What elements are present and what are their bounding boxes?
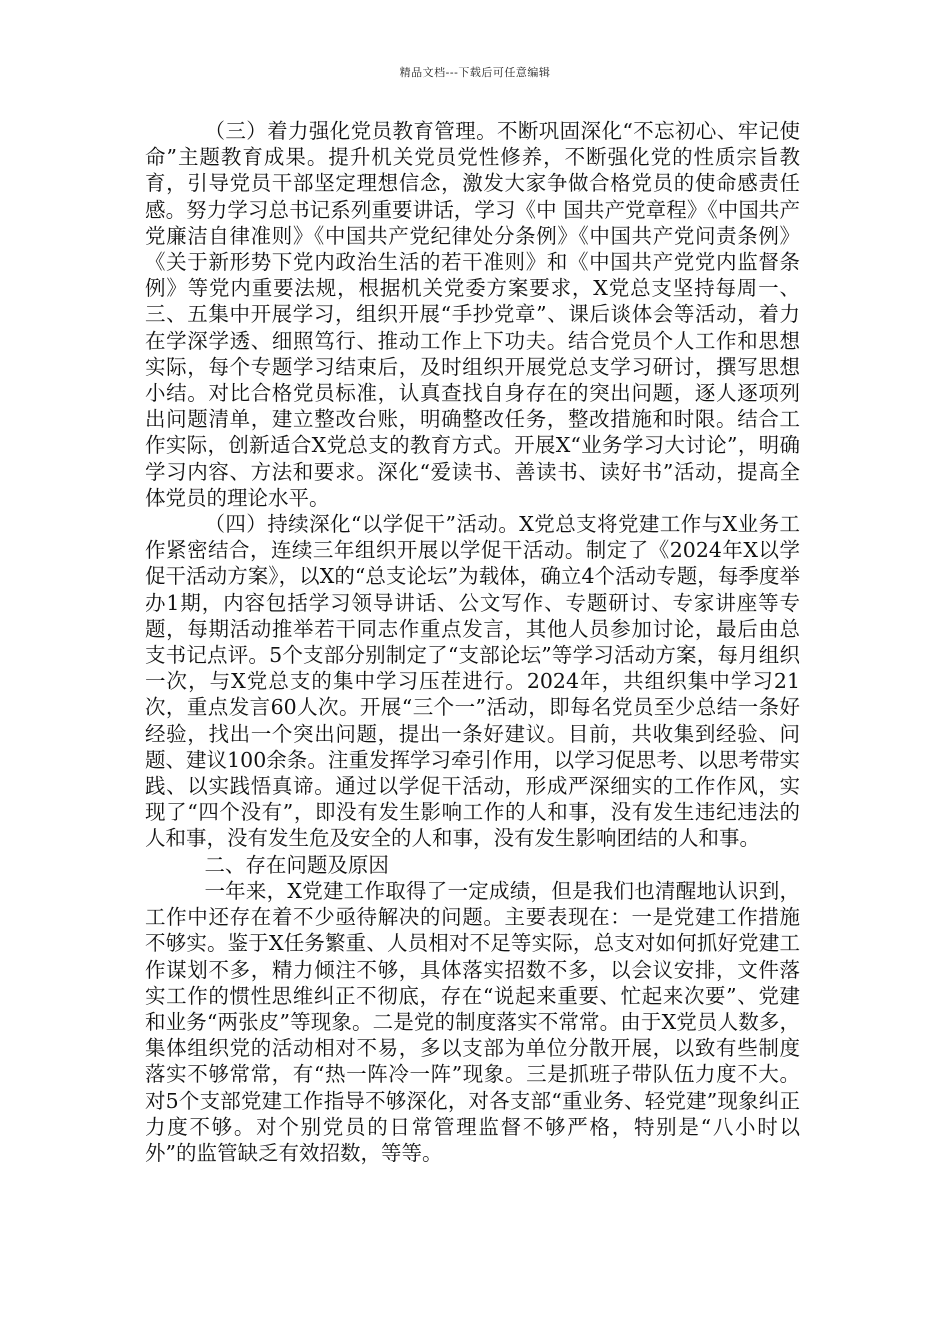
document-body xyxy=(145,118,800,1166)
section-heading-problems: 二、存在问题及原因 xyxy=(204,852,389,877)
page-header: 精品文档---下载后可任意编辑 xyxy=(399,66,551,79)
paragraph-problems: 一年来，X党建工作取得了一定成绩，但是我们也清醒地认识到，工作中还存在着不少亟待解决的问题。主要表现在：一是党建工作措施不够实。鉴于X任务繁重、人员相对不足等实际，总支对如何抓好党建工作谋划不多，精力倾注不够，具体落实招数不多，以会议安排，文件落实工作的惯性思维纠正不彻底，存在“说起来重要、忙起来次要”、党建和业务“两张皮”等现象。二是党的制度落实不常常。由于X党员人数多，集体组织党的活动相对不易，多以支部为单位分散开展，以致有些制度落实不够常常，有“热一阵冷一阵”现象。三是抓班子带队伍力度不大。对5个支部党建工作指导不够深化，对各支部“重业务、轻党建”现象纠正力度不够。对个别党员的日常管理监督不够严格，特别是“八小时以外”的监管缺乏有效招数，等等。 xyxy=(145,878,800,1165)
paragraph-education-management: （三）着力强化党员教育管理。不断巩固深化“不忘初心、牢记使命”主题教育成果。提升机关党员党性修养，不断强化党的性质宗旨教育，引导党员干部坚定理想信念，激发大家争做合格党员的使命感责任感。努力学习总书记系列重要讲话，学习《中 国共产党章程》《中国共产党廉洁自律准则》《中国共产党纪律处分条例》《中国共产党问责条例》《关于新形势下党内政治生活的若干准则》和《中国共产党党内监督条例》等党内重要法规，根据机关党委方案要求，X党总支坚持每周一、三、五集中开展学习，组织开展“手抄党章”、课后谈体会等活动，着力在学深学透、细照笃行、推动工作上下功夫。结合党员个人工作和思想实际，每个专题学习结束后，及时组织开展党总支学习研讨，撰写思想小结。对比合格党员标准，认真查找自身存在的突出问题，逐人逐项列出问题清单，建立整改台账，明确整改任务，整改措施和时限。结合工作实际，创新适合X党总支的教育方式。开展X“业务学习大讨论”，明确学习内容、方法和要求。深化“爱读书、善读书、读好书”活动，提高全体党员的理论水平。 xyxy=(145,119,800,510)
paragraph-learning-promotion: （四）持续深化“以学促干”活动。X党总支将党建工作与X业务工作紧密结合，连续三年组织开展以学促干活动。制定了《2024年X以学促干活动方案》，以X的“总支论坛”为载体，确立4个活动专题，每季度举办1期，内容包括学习领导讲话、公文写作、专题研讨、专家讲座等专题，每期活动推举若干同志作重点发言，其他人员参加讨论，最后由总支书记点评。5个支部分别制定了“支部论坛”等学习活动方案，每月组织一次，与X党总支的集中学习压茬进行。2024年，共组织集中学习21次，重点发言60人次。开展“三个一”活动，即每名党员至少总结一条好经验，找出一个突出问题，提出一条好建议。目前，共收集到经验、问题、建议100余条。注重发挥学习牵引作用，以学习促思考、以思考带实践、以实践悟真谛。通过以学促干活动，形成严深细实的工作作风，实现了“四个没有”，即没有发生影响工作的人和事，没有发生违纪违法的人和事，没有发生危及安全的人和事，没有发生影响团结的人和事。 xyxy=(145,512,800,851)
